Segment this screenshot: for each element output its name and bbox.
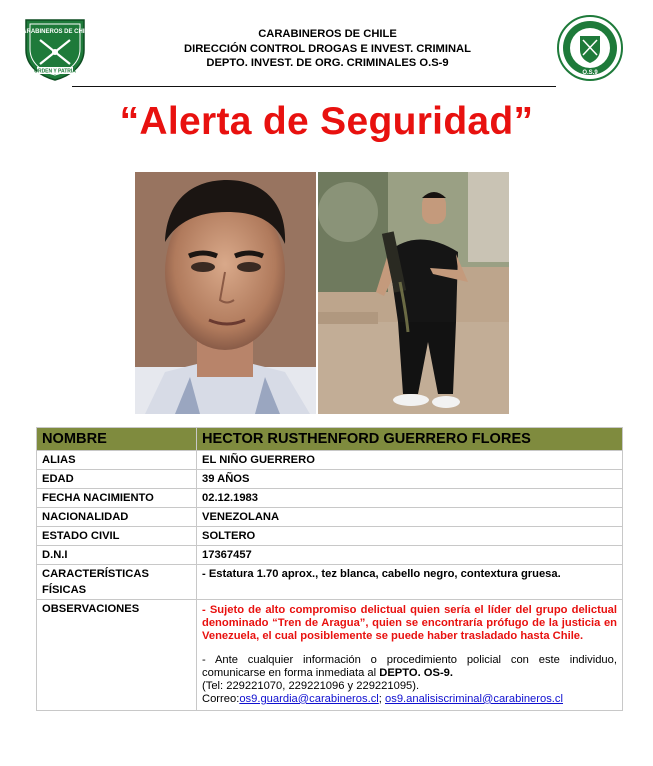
- email-label: Correo:: [202, 692, 240, 705]
- table-row: [37, 546, 623, 565]
- os9-emblem-text: O.S.9: [582, 70, 598, 76]
- table-row: [37, 489, 623, 508]
- row-label-line-2: FÍSICAS: [42, 584, 87, 596]
- header-line-3: DEPTO. INVEST. DE ORG. CRIMINALES O.S-9: [206, 57, 449, 69]
- email-separator: ;: [378, 692, 385, 705]
- table-row: [37, 451, 623, 470]
- row-value: EL NIÑO GUERRERO: [197, 451, 623, 470]
- table-row: [37, 470, 623, 489]
- table-row: [37, 428, 623, 451]
- email-line: [202, 693, 617, 706]
- phone-numbers: (Tel: 229221070, 229221096 y 229221095).: [202, 679, 420, 692]
- table-row: [37, 508, 623, 527]
- row-value: 02.12.1983: [197, 489, 623, 508]
- row-label: OBSERVACIONES: [37, 600, 197, 711]
- row-label: FECHA NACIMIENTO: [37, 489, 197, 508]
- row-label: [37, 565, 197, 600]
- row-label: D.N.I: [37, 546, 197, 565]
- observation-paragraph: - Sujeto de alto compromiso delictual quien sería el líder del grupo delictual denominado “Tren de Aragua”, quien se encontraría prófugo de la justicia en Venezuela, el cual posiblemente se puede haber trasladado hasta Chile.: [202, 604, 617, 642]
- row-label: ALIAS: [37, 451, 197, 470]
- emblem-text-bottom: ORDEN Y PATRIA: [34, 68, 76, 75]
- table-row: [37, 527, 623, 546]
- header-line-1: CARABINEROS DE CHILE: [258, 28, 397, 40]
- carabineros-emblem-icon: [17, 16, 93, 82]
- row-label: EDAD: [37, 470, 197, 489]
- row-value: VENEZOLANA: [197, 508, 623, 527]
- row-label-line-1: CARACTERÍSTICAS: [42, 568, 149, 580]
- email-link-analisis[interactable]: os9.analisiscriminal@carabineros.cl: [385, 692, 563, 705]
- header-divider: [72, 86, 556, 87]
- row-label: NOMBRE: [37, 428, 197, 451]
- contact-text: - Ante cualquier información o procedimiento policial con este individuo, comunicarse en forma inmediata al: [202, 654, 617, 680]
- row-value: - Estatura 1.70 aprox., tez blanca, cabello negro, contextura gruesa.: [197, 565, 623, 600]
- header-line-2: DIRECCIÓN CONTROL DROGAS E INVEST. CRIMINAL: [184, 42, 471, 55]
- table-row: [37, 600, 623, 711]
- suspect-info-table: [36, 427, 623, 711]
- row-label: NACIONALIDAD: [37, 508, 197, 527]
- row-value: HECTOR RUSTHENFORD GUERRERO FLORES: [197, 428, 623, 451]
- observaciones-cell: [197, 600, 623, 711]
- institution-header: [130, 27, 525, 71]
- row-label: ESTADO CIVIL: [37, 527, 197, 546]
- suspect-portrait-photo: [135, 172, 316, 414]
- contact-paragraph: [202, 654, 617, 680]
- row-value: 17367457: [197, 546, 623, 565]
- emblem-text-top: CARABINEROS DE CHILE: [17, 29, 93, 35]
- row-value: SOLTERO: [197, 527, 623, 546]
- row-value: 39 AÑOS: [197, 470, 623, 489]
- alert-title: “Alerta de Seguridad”: [119, 100, 534, 143]
- table-row: [37, 565, 623, 600]
- os9-emblem-icon: [556, 14, 624, 82]
- suspect-fullbody-photo: [318, 172, 509, 414]
- email-link-guardia[interactable]: os9.guardia@carabineros.cl: [239, 692, 379, 705]
- department-name: DEPTO. OS-9.: [379, 667, 454, 680]
